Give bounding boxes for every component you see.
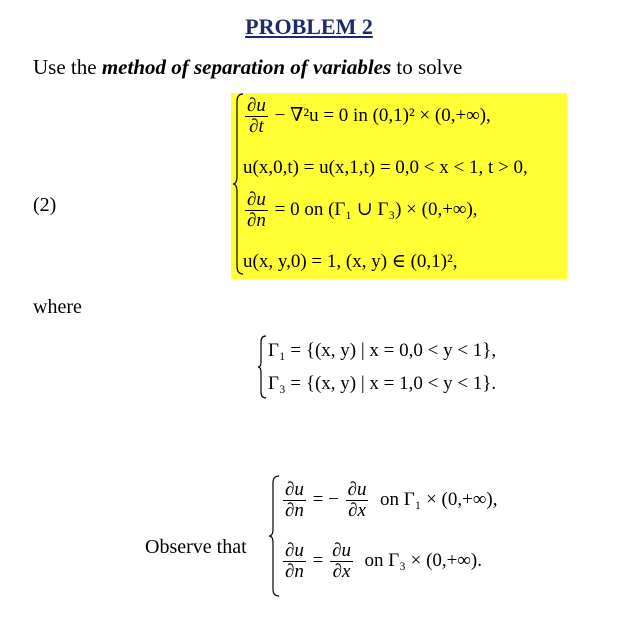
gamma-brace [257, 334, 267, 400]
equation-label: (2) [33, 194, 57, 216]
observe-brace [268, 474, 280, 598]
gamma1-def: Γ₁ = {(x, y) | x = 0,0 < y < 1}, [268, 340, 497, 361]
system-eq4: u(x, y,0) = 1, (x, y) ∈ (0,1)², [243, 251, 458, 272]
brace-icon-observe [268, 474, 280, 598]
brace-icon-small [257, 334, 267, 400]
system-eq1 [243, 96, 491, 137]
obs-frac-du-dn-2: $\frac{\partial u}{\partial n}$ [285, 540, 304, 582]
observe-eq2-rest: on Γ₃ × (0,+∞). [364, 549, 482, 571]
observe-eq1 [281, 480, 497, 521]
gamma3-def: Γ₃ = {(x, y) | x = 1,0 < y < 1}. [268, 373, 497, 394]
system-eq2: u(x,0,t) = u(x,1,t) = 0,0 < x < 1, t > 0, [243, 157, 528, 178]
system-eq3-rest: = 0 on (Γ₁ ∪ Γ₃) × (0,+∞), [274, 198, 478, 220]
system-eq1-rest: − ∇²u = 0 in (0,1)² × (0,+∞), [274, 104, 491, 126]
observe-eq2-eq: = [312, 549, 324, 571]
frac-du-dn: $\frac{\partial u}{\partial n}$ [247, 189, 266, 231]
where-label: where [33, 296, 82, 318]
obs-frac-du-dx-1: $\frac{\partial u}{\partial x}$ [347, 479, 367, 521]
intro-emphasis: method of separation of variables [101, 55, 392, 79]
problem-title: PROBLEM 2 [245, 14, 373, 39]
intro-before: Use the [33, 55, 102, 79]
intro-after: to solve [391, 55, 463, 79]
observe-eq2 [281, 541, 482, 582]
observe-eq1-eq: = − [312, 488, 339, 510]
obs-frac-du-dn-1: $\frac{\partial u}{\partial n}$ [285, 479, 304, 521]
frac-du-dt: $\frac{\partial u}{\partial t}$ [247, 95, 266, 137]
intro-text [33, 55, 462, 80]
observe-label: Observe that [145, 536, 247, 558]
observe-eq1-rest: on Γ₁ × (0,+∞), [379, 488, 498, 510]
obs-frac-du-dx-2: $\frac{\partial u}{\partial x}$ [332, 540, 351, 582]
system-eq3 [243, 190, 478, 231]
